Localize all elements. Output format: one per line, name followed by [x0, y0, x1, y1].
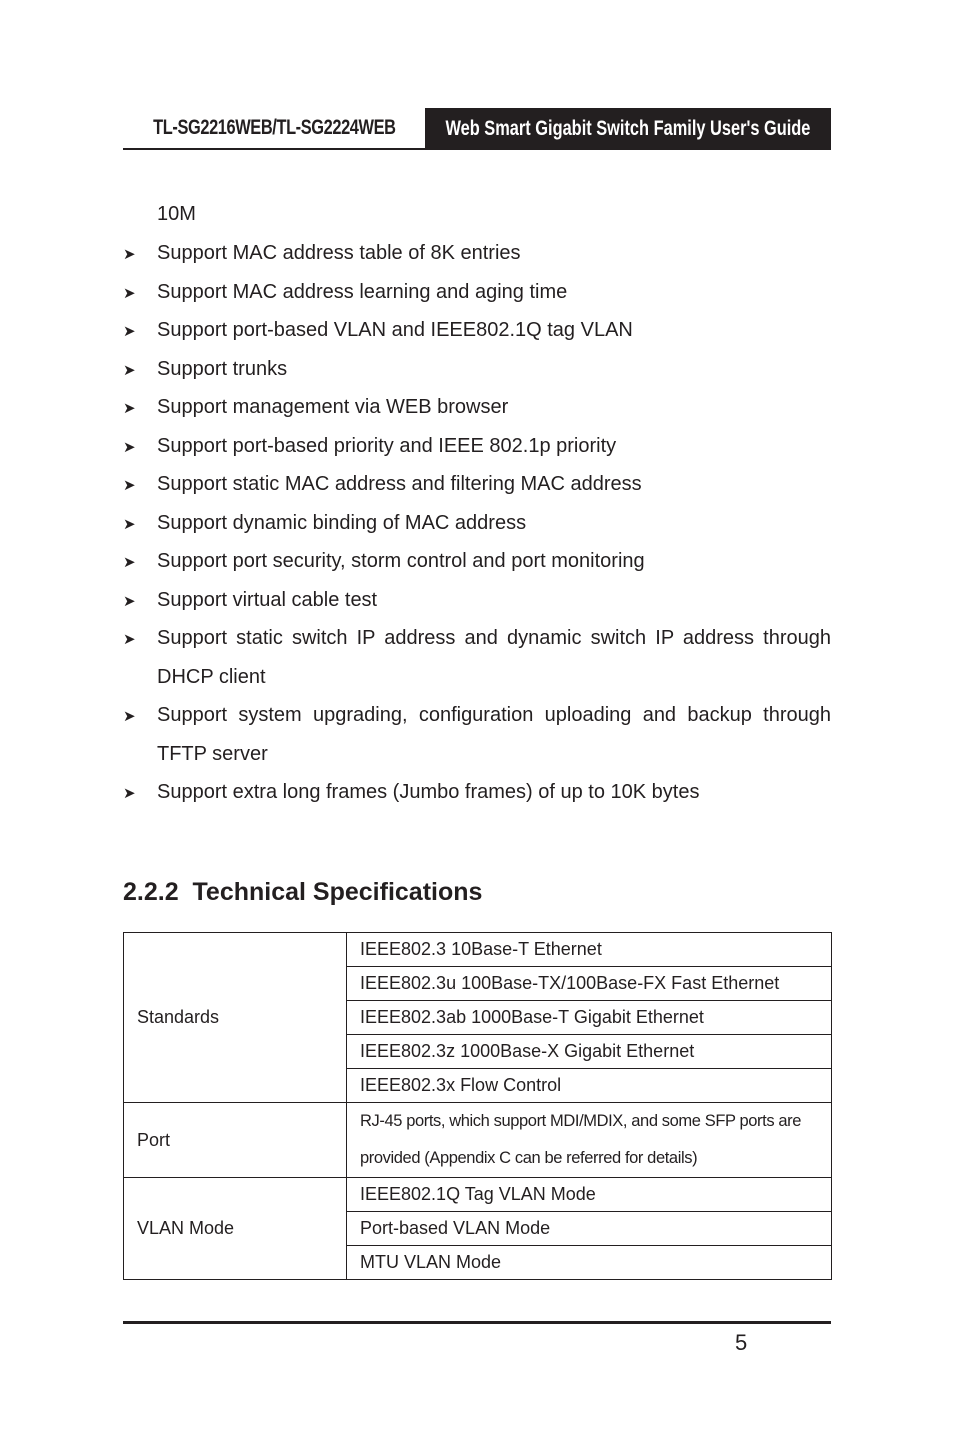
- feature-text: Support static MAC address and filtering MAC address: [157, 473, 642, 495]
- list-item: [123, 311, 831, 350]
- list-item: [123, 504, 831, 543]
- footer-divider: [123, 1321, 831, 1324]
- arrow-bullet-icon: ➤: [123, 322, 136, 340]
- port-label: Port: [124, 1103, 347, 1178]
- standards-value: IEEE802.3 10Base-T Ethernet: [347, 933, 832, 967]
- feature-text: Support MAC address learning and aging time: [157, 280, 568, 303]
- arrow-bullet-icon: ➤: [123, 245, 136, 263]
- header-guide-title: [425, 108, 831, 150]
- standards-value: IEEE802.3ab 1000Base-T Gigabit Ethernet: [347, 1001, 832, 1035]
- port-value: [347, 1103, 832, 1178]
- standards-value: IEEE802.3u 100Base-TX/100Base-FX Fast Ethernet: [347, 967, 832, 1001]
- feature-text: Support extra long frames (Jumbo frames) of up to 10K bytes: [157, 781, 700, 803]
- list-item: [123, 388, 831, 427]
- feature-text: Support port security, storm control and port monitoring: [157, 550, 645, 572]
- list-item: [123, 350, 831, 389]
- arrow-bullet-icon: ➤: [123, 437, 136, 456]
- table-row: [124, 933, 832, 967]
- feature-text: Support MAC address table of 8K entries: [157, 242, 521, 264]
- page-number: 5: [735, 1330, 748, 1355]
- list-item: [123, 542, 831, 581]
- arrow-bullet-icon: ➤: [123, 630, 136, 648]
- list-item: [123, 273, 831, 312]
- header-model-text: TL-SG2216WEB/TL-SG2224WEB: [152, 116, 396, 139]
- arrow-bullet-icon: ➤: [123, 360, 136, 379]
- vlan-value: MTU VLAN Mode: [347, 1246, 832, 1280]
- vlan-value: IEEE802.1Q Tag VLAN Mode: [347, 1178, 832, 1212]
- feature-text: Support dynamic binding of MAC address: [157, 511, 527, 534]
- section-heading: [123, 876, 482, 908]
- list-item: [123, 427, 831, 466]
- vlan-value: Port-based VLAN Mode: [347, 1212, 832, 1246]
- spec-table: [123, 932, 832, 1280]
- standards-label: Standards: [124, 933, 347, 1103]
- feature-text: Support port-based priority and IEEE 802.1p priority: [157, 434, 617, 457]
- header-guide-title-text: Web Smart Gigabit Switch Family User's Guide: [445, 117, 811, 140]
- standards-value: IEEE802.3z 1000Base-X Gigabit Ethernet: [347, 1035, 832, 1069]
- header-model: [123, 108, 425, 150]
- arrow-bullet-icon: ➤: [123, 399, 136, 417]
- feature-list: [123, 234, 831, 812]
- feature-text: Support system upgrading, configuration uploading and backup through TFTP server: [157, 704, 831, 765]
- arrow-bullet-icon: ➤: [123, 283, 136, 302]
- list-item: [123, 773, 831, 812]
- section-number: 2.2.2: [123, 878, 179, 906]
- port-value-line2: provided (Appendix C can be referred for details): [360, 1149, 698, 1167]
- list-item: [123, 696, 831, 773]
- list-item: [123, 234, 831, 273]
- list-item: [123, 581, 831, 620]
- port-value-line1: RJ-45 ports, which support MDI/MDIX, and some SFP ports are: [360, 1112, 802, 1130]
- arrow-bullet-icon: ➤: [123, 707, 136, 725]
- feature-text: Support static switch IP address and dynamic switch IP address through DHCP client: [157, 627, 831, 688]
- vlan-label: VLAN Mode: [124, 1178, 347, 1280]
- arrow-bullet-icon: ➤: [123, 784, 136, 802]
- section-title: Technical Specifications: [192, 878, 483, 906]
- arrow-bullet-icon: ➤: [123, 553, 136, 571]
- standards-value: IEEE802.3x Flow Control: [347, 1069, 832, 1103]
- list-item: [123, 619, 831, 696]
- arrow-bullet-icon: ➤: [123, 591, 136, 610]
- list-item: [123, 465, 831, 504]
- arrow-bullet-icon: ➤: [123, 476, 136, 494]
- feature-text: Support trunks: [157, 357, 288, 380]
- continuation-text: 10M: [157, 203, 196, 225]
- arrow-bullet-icon: ➤: [123, 514, 136, 533]
- feature-text: Support management via WEB browser: [157, 396, 509, 418]
- table-row: [124, 1103, 832, 1178]
- page-header: [123, 108, 831, 150]
- feature-text: Support port-based VLAN and IEEE802.1Q tag VLAN: [157, 319, 633, 341]
- table-row: [124, 1178, 832, 1212]
- feature-text: Support virtual cable test: [157, 588, 378, 611]
